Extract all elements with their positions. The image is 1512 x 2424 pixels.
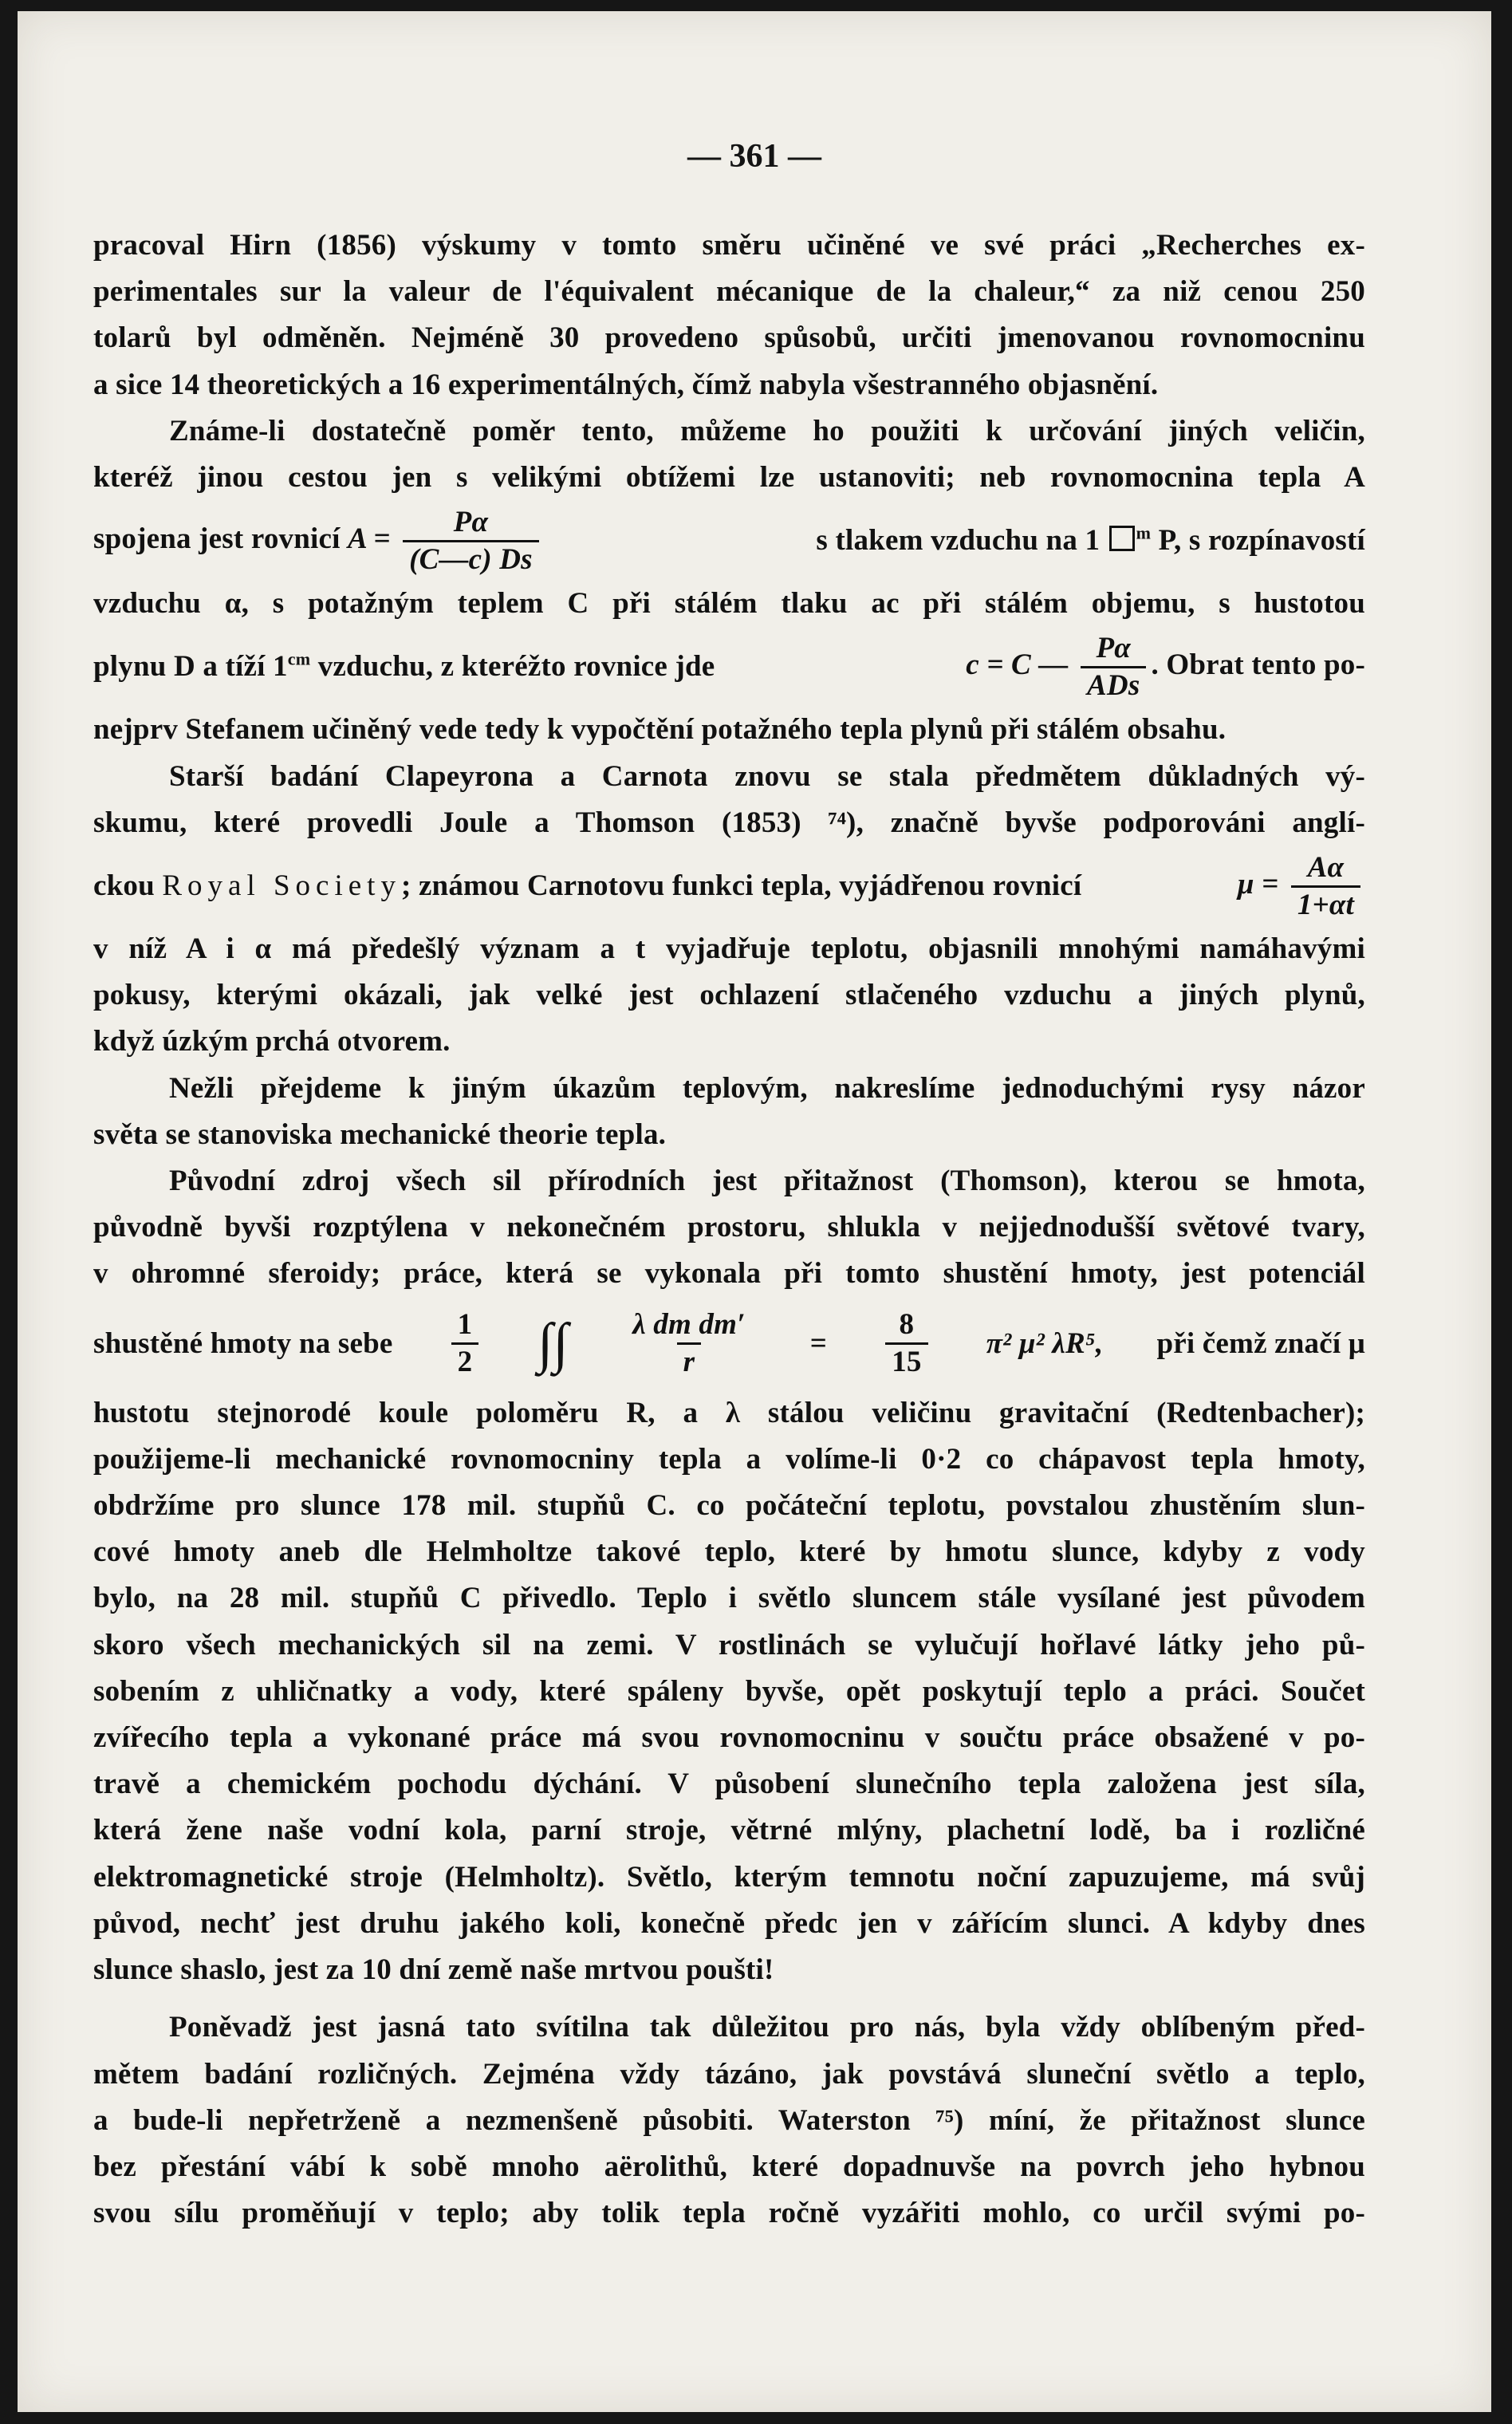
superscript: m xyxy=(1136,522,1152,543)
text-fragment: P, s rozpínavostí xyxy=(1158,524,1365,558)
book-page xyxy=(18,11,1491,2412)
text-fragment: ckou xyxy=(93,869,155,902)
text-line: světa se stanoviska mechanické theorie tepla. xyxy=(93,1117,667,1151)
text-fragment: plynu D a tíží 1 xyxy=(93,650,288,684)
square-symbol-icon xyxy=(1109,526,1135,551)
fraction-numerator: 8 xyxy=(899,1308,915,1342)
text-line: Starší badání Clapeyrona a Carnota znovu se stala předmětem důkladných vý- xyxy=(169,759,1365,793)
text-line: sobením z uhličnatky a vody, které spáleny byvše, opět poskytují teplo a práci. Součet xyxy=(93,1674,1365,1708)
equation-rhs: π² μ² λR⁵, xyxy=(986,1326,1104,1360)
equation-line-c xyxy=(93,627,1365,707)
text-line: perimentales sur la valeur de l'équivalent mécanique de la chaleur,“ za niž cenou 250 xyxy=(93,275,1365,309)
paragraph-6 xyxy=(93,2004,1365,2237)
text-line: a bude-li nepřetrženě a nezmenšeně působiti. Waterston ⁷⁵) míní, že přitažnost slunce xyxy=(93,2103,1365,2137)
body-text xyxy=(93,223,1365,2237)
text-fragment: vzduchu, z kteréžto rovnice jde xyxy=(317,650,715,684)
fraction-integrand xyxy=(626,1307,752,1380)
equation-lhs: A = xyxy=(348,522,391,555)
text-line: původně byvši rozptýlena v nekonečném prostoru, shlukla v nejjednodušší světové tvary, xyxy=(93,1211,1365,1244)
fraction-c xyxy=(1081,631,1146,704)
text-line: Původní zdroj všech sil přírodních jest přitažnost (Thomson), kterou se hmota, xyxy=(169,1165,1365,1198)
text-line: vzduchu α, s potažným teplem C při stálém tlaku ac při stálém objemu, s hustotou xyxy=(93,587,1365,621)
text-fragment: spojena jest rovnicí xyxy=(93,522,341,555)
text-line: bylo, na 28 mil. stupňů C přivedlo. Teplo i světlo sluncem stále vysílané jest původem xyxy=(93,1582,1365,1615)
text-line: v ohromné sferoidy; práce, která se vykonala při tomto shustění hmoty, jest potenciál xyxy=(93,1257,1365,1291)
fraction-numerator: Aα xyxy=(1307,850,1345,884)
paragraph-3 xyxy=(93,754,1365,1066)
society-name: Royal Society xyxy=(162,869,401,902)
text-line: obdržíme pro slunce 178 mil. stupňů C. co počáteční teplotu, povstalou zhustěním slun- xyxy=(93,1489,1365,1523)
page-number: — 361 — xyxy=(687,138,821,175)
superscript: cm xyxy=(287,648,311,669)
text-line: skoro všech mechanických sil na zemi. V rostlinách se vylučují hořlavé látky jeho pů- xyxy=(93,1628,1365,1661)
equation-lhs: μ = xyxy=(1237,867,1279,901)
text-line: Nežli přejdeme k jiným úkazům teplovým, nakreslíme jednoduchými rysy názor xyxy=(169,1071,1365,1105)
equation-line-mu xyxy=(93,846,1365,926)
text-fragment: shustěné hmoty na sebe xyxy=(93,1326,393,1360)
text-line: tolarů byl odměněn. Nejméně 30 provedeno spůsobů, určiti jmenovanou rovnomocninu xyxy=(93,321,1365,355)
text-line: pokusy, kterými okázali, jak velké jest ochlazení stlačeného vzduchu a jiných plynů, xyxy=(93,979,1365,1012)
fraction-denominator: 1+αt xyxy=(1291,885,1360,923)
text-line: svou sílu proměňují v teplo; aby tolik tepla ročně vyzářiti mohlo, co určil svými po- xyxy=(93,2197,1365,2230)
fraction-mu xyxy=(1291,850,1360,923)
equation-line-potential xyxy=(93,1298,1365,1390)
fraction-denominator: (C—c) Ds xyxy=(403,540,539,577)
paragraph-4 xyxy=(93,1066,1365,1158)
text-fragment: ; známou Carnotovu funkci tepla, vyjádřenou rovnicí xyxy=(400,869,1082,902)
text-line: Známe-li dostatečně poměr tento, můžeme ho použiti k určování jiných veličin, xyxy=(169,414,1365,447)
text-line: skumu, které provedli Joule a Thomson (1853) ⁷⁴), značně byvše podporováni anglí- xyxy=(93,806,1365,839)
text-line: původ, nechť jest druhu jakého koli, konečně předc jen v zářícím slunci. A kdyby dnes xyxy=(93,1906,1365,1940)
fraction-denominator: 2 xyxy=(451,1342,479,1380)
text-line: travě a chemickém pochodu dýchání. V působení slunečního tepla založena jest síla, xyxy=(93,1768,1365,1801)
equals-sign: = xyxy=(809,1326,828,1360)
text-line: a sice 14 theoretických a 16 experimentálných, čímž nabyla všestranného objasnění. xyxy=(93,368,1159,401)
fraction-A xyxy=(403,505,539,577)
fraction-numerator: 1 xyxy=(457,1308,473,1342)
text-line: slunce shaslo, jest za 10 dní země naše mrtvou poušti! xyxy=(93,1953,774,1987)
text-line: která žene naše vodní kola, parní stroje, větrné mlýny, plachetní lodě, ba i rozličné xyxy=(93,1814,1365,1847)
fraction-denominator: ADs xyxy=(1081,666,1146,704)
text-line: pracoval Hirn (1856) výskumy v tomto směru učiněné ve své práci „Recherches ex- xyxy=(93,229,1365,262)
fraction-numerator: λ dm dm′ xyxy=(632,1308,746,1342)
text-line: elektromagnetické stroje (Helmholtz). Světlo, kterým temnotu noční zapuzujeme, má svůj xyxy=(93,1860,1365,1894)
text-line: zvířecího tepla a vykonané práce má svou rovnomocninu v součtu práce obsažené v po- xyxy=(93,1721,1365,1755)
paragraph-1 xyxy=(93,223,1365,408)
double-integral-symbol: ∫∫ xyxy=(537,1312,569,1374)
fraction-denominator: 15 xyxy=(885,1342,927,1380)
fraction-denominator: r xyxy=(677,1342,702,1380)
paragraph-2 xyxy=(93,408,1365,754)
text-line: hustotu stejnorodé koule poloměru R, a λ stálou veličinu gravitační (Redtenbacher); xyxy=(93,1396,1365,1429)
text-line: použijeme-li mechanické rovnomocniny tepla a volíme-li 0·2 co chápavost tepla hmoty, xyxy=(93,1442,1365,1476)
fraction-8-15 xyxy=(885,1307,927,1380)
text-line: v níž A i α má předešlý význam a t vyjadřuje teplotu, objasnili mnohými namáhavými xyxy=(93,932,1365,966)
text-line: když úzkým prchá otvorem. xyxy=(93,1025,451,1058)
fraction-numerator: Pα xyxy=(1096,631,1131,664)
equation-lhs: c = C — xyxy=(966,648,1069,681)
fraction-numerator: Pα xyxy=(453,505,489,538)
text-fragment: při čemž značí μ xyxy=(1156,1326,1365,1360)
paragraph-5 xyxy=(93,1158,1365,1993)
text-fragment: s tlakem vzduchu na 1 xyxy=(816,524,1101,558)
text-line: bez přestání vábí k sobě mnoho aërolithů, které dopadnuvše na povrch jeho hybnou xyxy=(93,2150,1365,2183)
text-line: cové hmoty aneb dle Helmholtze takové teplo, které by hmotu slunce, kdyby z vody xyxy=(93,1535,1365,1569)
text-line: mětem badání rozličných. Zejména vždy tázáno, jak povstává sluneční světlo a teplo, xyxy=(93,2057,1365,2091)
fraction-half xyxy=(451,1307,479,1380)
text-line: kteréž jinou cestou jen s velikými obtížemi lze ustanoviti; neb rovnomocnina tepla A xyxy=(93,461,1365,495)
text-line: Poněvadž jest jasná tato svítilna tak důležitou pro nás, byla vždy oblíbeným před- xyxy=(169,2011,1365,2044)
equation-line-A xyxy=(93,501,1365,581)
text-fragment: . Obrat tento po- xyxy=(1151,648,1365,681)
text-line: nejprv Stefanem učiněný vede tedy k vypočtění potažného tepla plynů při stálém obsahu. xyxy=(93,713,1227,747)
